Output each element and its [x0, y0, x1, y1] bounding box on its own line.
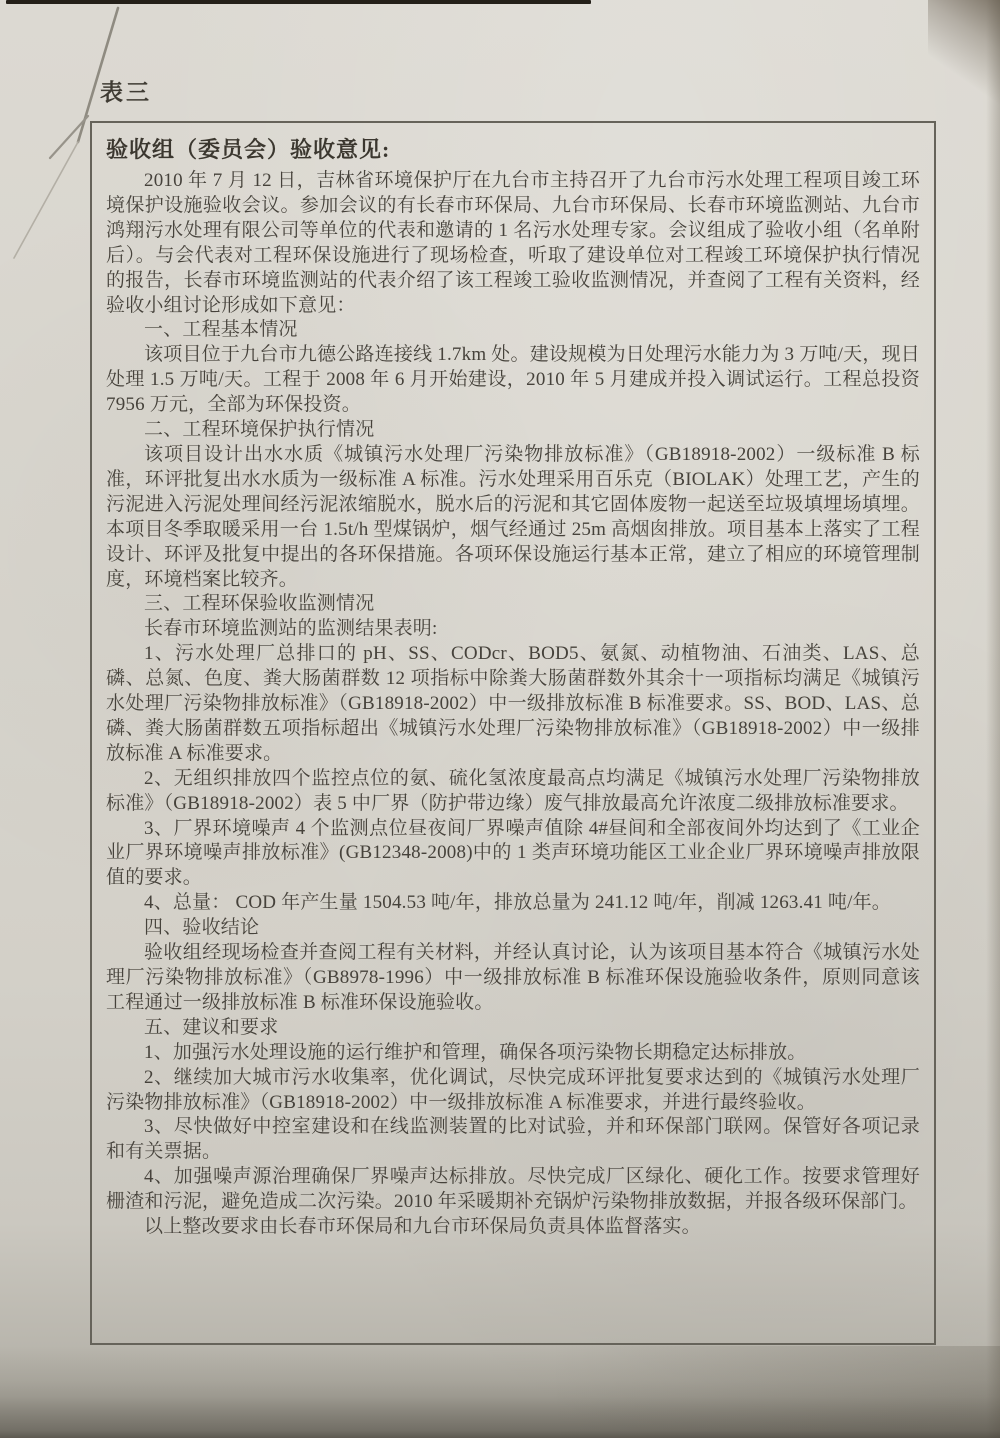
- paragraph: 2、无组织排放四个监控点位的氨、硫化氢浓度最高点均满足《城镇污水处理厂污染物排放标准》（GB18918-2002）表 5 中厂界（防护带边缘）废气排放最高允许浓度二级排放标准要求。: [106, 767, 920, 814]
- paragraph: 二、工程环境保护执行情况: [144, 419, 375, 441]
- acceptance-opinion-box: [90, 121, 936, 1345]
- paragraph: 以上整改要求由长春市环保局和九台市环保局负责具体监督落实。: [144, 1216, 701, 1238]
- paragraph: 长春市环境监测站的监测结果表明:: [144, 618, 438, 640]
- paragraph: 四、验收结论: [144, 917, 260, 939]
- paragraph: 1、加强污水处理设施的运行维护和管理，确保各项污染物长期稳定达标排放。: [144, 1041, 807, 1063]
- opinion-paragraphs: [106, 169, 920, 1240]
- paragraph: 4、加强噪声源治理确保厂界噪声达标排放。尽快完成厂区绿化、硬化工作。按要求管理好栅渣和污泥，避免造成二次污染。2010 年采暖期补充锅炉污染物排放数据，并报各级环保部门。: [106, 1166, 920, 1213]
- paragraph: 3、尽快做好中控室建设和在线监测装置的比对试验，并和环保部门联网。保管好各项记录和有关票据。: [106, 1116, 920, 1163]
- paragraph: 一、工程基本情况: [144, 319, 298, 341]
- paragraph: 2010 年 7 月 12 日，吉林省环境保护厅在九台市主持召开了九台市污水处理工程项目竣工环境保护设施验收会议。参加会议的有长春市环保局、九台市环保局、长春市环境监测站、九台市鸿翔污水处理有限公司等单位的代表和邀请的 1 名污水处理专家。会议组成了验收小组（名单附后）。与会代表对工程环保设施进行了现场检查，听取了建设单位对工程竣工环境保护执行情况的报告，长春市环境监测站的代表介绍了该工程竣工验收监测情况，并查阅了工程有关资料，经验收小组讨论形成如下意见：: [106, 170, 920, 316]
- scan-edge-right: [986, 0, 1000, 1438]
- scan-shadow-bottom: [0, 1346, 1000, 1438]
- paragraph: 该项目位于九台市九德公路连接线 1.7km 处。建设规模为日处理污水能力为 3 万吨/天，现日处理 1.5 万吨/天。工程于 2008 年 6 月开始建设，2010 年 5 月建成并投入调试运行。工程总投资 7956 万元，全部为环保投资。: [106, 344, 920, 416]
- paragraph: 该项目设计出水水质《城镇污水处理厂污染物排放标准》（GB18918-2002）一级标准 B 标准，环评批复出水水质为一级标准 A 标准。污水处理采用百乐克（BIOLAK）处理工艺，产生的污泥进入污泥处理间经污泥浓缩脱水，脱水后的污泥和其它固体废物一起送至垃圾填埋场填埋。本项目冬季取暖采用一台 1.5t/h 型煤锅炉，烟气经通过 25m 高烟囱排放。项目基本上落实了工程设计、环评及批复中提出的各环保措施。各项环保设施运行基本正常，建立了相应的环境管理制度，环境档案比较齐。: [106, 443, 920, 590]
- page-label: 表三: [100, 80, 152, 105]
- paragraph: 2、继续加大城市污水收集率，优化调试，尽快完成环评批复要求达到的《城镇污水处理厂污染物排放标准》（GB18918-2002）中一级排放标准 A 标准要求，并进行最终验收。: [106, 1066, 920, 1113]
- paragraph: 3、厂界环境噪声 4 个监测点位昼夜间厂界噪声值除 4#昼间和全部夜间外均达到了《工业企业厂界环境噪声排放标准》(GB12348-2008)中的 1 类声环境功能区工业企业厂界环境噪声排放限值的要求。: [106, 817, 920, 889]
- paragraph: 验收组经现场检查并查阅工程有关材料，并经认真讨论，认为该项目基本符合《城镇污水处理厂污染物排放标准》（GB8978-1996）中一级排放标准 B 标准环保设施验收条件，原则同意该工程通过一级排放标准 B 标准环保设施验收。: [106, 942, 920, 1013]
- paragraph: 三、工程环保验收监测情况: [144, 593, 375, 615]
- box-title: 验收组（委员会）验收意见:: [106, 137, 391, 162]
- paragraph: 1、污水处理厂总排口的 pH、SS、CODcr、BOD5、氨氮、动植物油、石油类、LAS、总磷、总氮、色度、粪大肠菌群数 12 项指标中除粪大肠菌群数外其余十一项指标均满足《城镇污水处理厂污染物排放标准》（GB18918-2002）中一级排放标准 B 标准要求。SS、BOD、LAS、总磷、粪大肠菌群数五项指标超出《城镇污水处理厂污染物排放标准》（GB18918-2002）中一级排放标准 A 标准要求。: [106, 643, 920, 764]
- paragraph: 五、建议和要求: [144, 1016, 279, 1038]
- paragraph: 4、总量： COD 年产生量 1504.53 吨/年，排放总量为 241.12 吨/年，削减 1263.41 吨/年。: [144, 892, 892, 914]
